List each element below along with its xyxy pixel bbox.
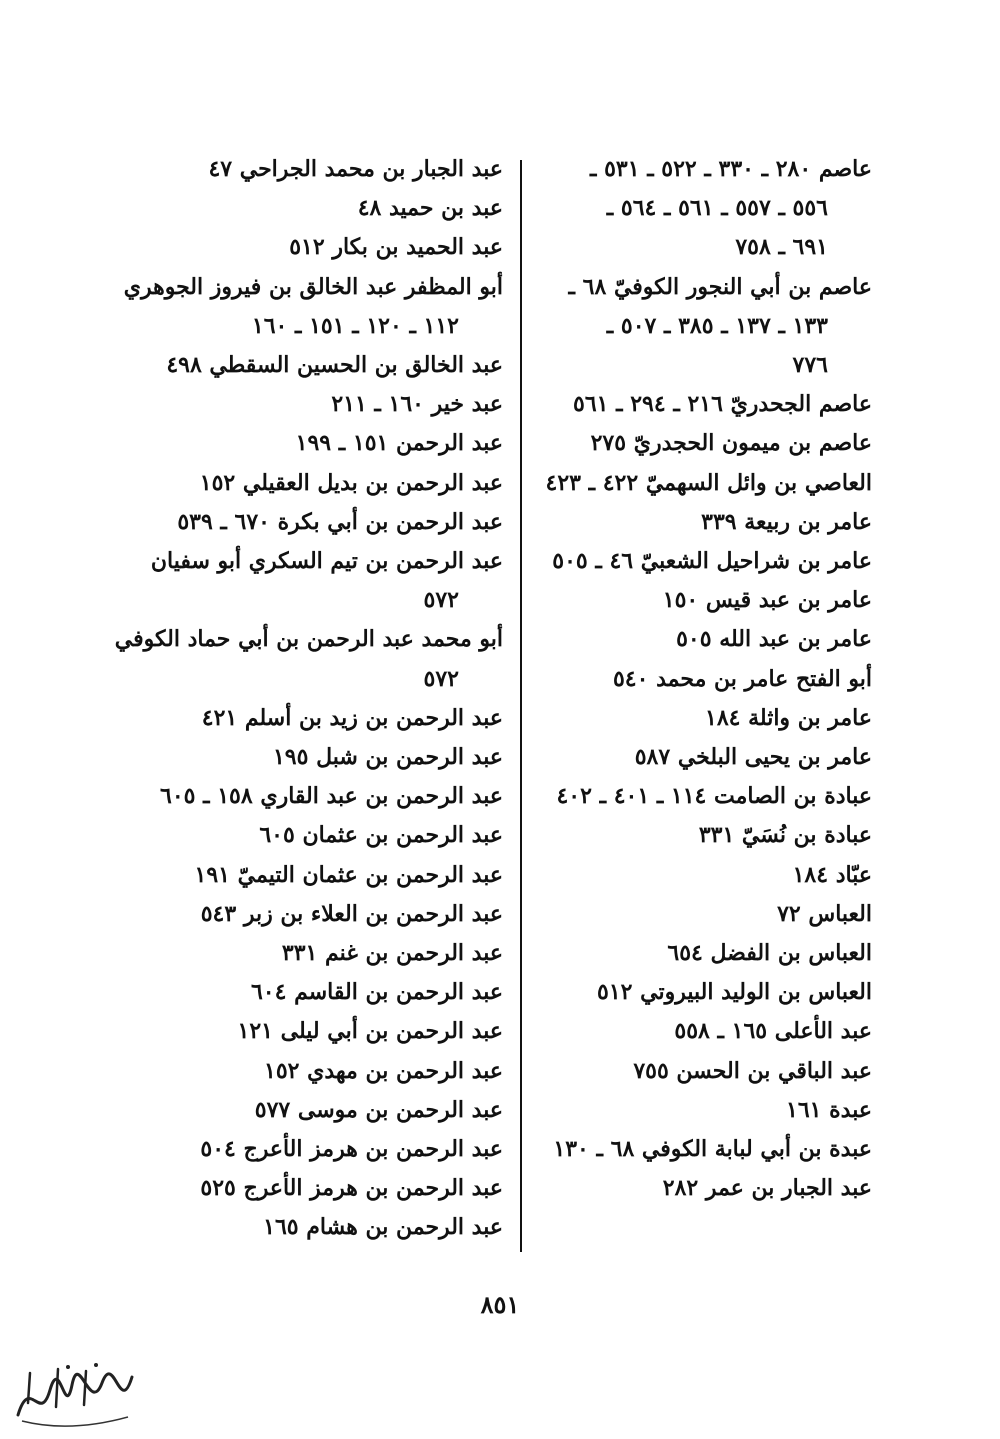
calligraphy-logo-icon xyxy=(10,1355,140,1430)
index-entry: عبادة بن نُسَيّ ٣٣١ xyxy=(698,822,872,849)
index-entry: عامر بن عبد الله ٥٠٥ xyxy=(676,626,872,653)
index-entry: عبد الرحمن بن موسى ٥٧٧ xyxy=(254,1096,503,1123)
index-entry: العباس ٧٢ xyxy=(777,900,872,927)
index-entry: عبد الرحمن بن مهدي ١٥٢ xyxy=(264,1057,503,1084)
page-number: ٨٥١ xyxy=(480,1290,520,1319)
index-entry: عبد بن حميد ٤٨ xyxy=(357,195,503,222)
index-entry: عبد الرحمن بن عثمان التيميّ ١٩١ xyxy=(194,861,503,888)
index-column-right xyxy=(522,150,872,1208)
index-entry: عبد الرحمن بن تيم السكري أبو سفيان xyxy=(150,548,503,575)
index-entry: عامر بن واثلة ١٨٤ xyxy=(705,704,872,731)
index-entry-continuation: ١٣٣ ـ ١٣٧ ـ ٣٨٥ ـ ٥٠٧ ـ xyxy=(606,312,828,339)
index-entry: عبادة بن الصامت ١١٤ ـ ٤٠١ ـ ٤٠٢ xyxy=(556,783,872,810)
index-entry: عامر بن ربيعة ٣٣٩ xyxy=(701,508,872,535)
index-entry: عبد خير ١٦٠ ـ ٢١١ xyxy=(331,391,503,418)
index-entry: عبد الرحمن بن العلاء بن زبر ٥٤٣ xyxy=(200,900,503,927)
index-entry: العاصي بن وائل السهميّ ٤٢٢ ـ ٤٢٣ xyxy=(545,469,872,496)
index-entry: عبد الرحمن بن هشام ١٦٥ xyxy=(263,1214,503,1241)
index-entry: عبدة ١٦١ xyxy=(786,1096,872,1123)
index-entry-continuation: ٥٧٢ xyxy=(423,587,459,614)
index-entry: عبد الرحمن بن بديل العقيلي ١٥٢ xyxy=(199,469,503,496)
index-entry-continuation: ٧٧٦ xyxy=(792,352,828,379)
index-entry: عبد الحميد بن بكار ٥١٢ xyxy=(289,234,503,261)
index-entry: عبد الجبار بن محمد الجراحي ٤٧ xyxy=(208,156,503,182)
index-entry: عاصم ٢٨٠ ـ ٣٣٠ ـ ٥٢٢ ـ ٥٣١ ـ xyxy=(589,156,872,182)
index-entry: عبد الرحمن بن عثمان ٦٠٥ xyxy=(259,822,503,849)
index-entry-continuation: ١١٢ ـ ١٢٠ ـ ١٥١ ـ ١٦٠ xyxy=(251,312,459,339)
index-entry: عبد الرحمن بن غنم ٣٣١ xyxy=(281,940,503,967)
index-entry: عامر بن يحيى البلخي ٥٨٧ xyxy=(634,744,872,771)
index-entry: عبد الأعلى ١٦٥ ـ ٥٥٨ xyxy=(674,1018,872,1045)
index-entry: عبد الباقي بن الحسن ٧٥٥ xyxy=(633,1057,872,1084)
index-entry: عبد الرحمن بن هرمز الأعرج ٥٢٥ xyxy=(200,1175,503,1202)
index-entry: عبدة بن أبي لبابة الكوفي ٦٨ ـ ١٣٠ xyxy=(553,1136,872,1163)
index-entry: عبد الرحمن بن هرمز الأعرج ٥٠٤ xyxy=(200,1136,503,1163)
index-entry: عبّاد ١٨٤ xyxy=(792,861,872,888)
index-entry: عاصم بن ميمون الحجدريّ ٢٧٥ xyxy=(590,430,872,457)
index-entry: أبو الفتح عامر بن محمد ٥٤٠ xyxy=(612,665,872,692)
index-entry: أبو محمد عبد الرحمن بن أبي حماد الكوفي xyxy=(114,626,503,653)
index-entry: عاصم بن أبي النجور الكوفيّ ٦٨ ـ xyxy=(568,273,872,300)
calligraphy-logo xyxy=(10,1355,140,1430)
index-entry: عبد الخالق بن الحسين السقطي ٤٩٨ xyxy=(166,352,503,379)
column-divider xyxy=(520,160,522,1252)
index-entry: العباس بن الوليد البيروتي ٥١٢ xyxy=(597,979,872,1006)
index-entry: عبد الرحمن بن زيد بن أسلم ٤٢١ xyxy=(201,704,503,731)
index-entry-continuation: ٥٥٦ ـ ٥٥٧ ـ ٥٦١ ـ ٥٦٤ ـ xyxy=(606,195,828,222)
index-entry-continuation: ٦٩١ ـ ٧٥٨ xyxy=(735,234,828,261)
index-entry: عبد الجبار بن عمر ٢٨٢ xyxy=(662,1175,872,1202)
index-entry: عاصم الجحدريّ ٢١٦ ـ ٢٩٤ ـ ٥٦١ xyxy=(573,391,872,418)
index-entry: عبد الرحمن بن أبي ليلى ١٢١ xyxy=(237,1018,503,1045)
index-entry: عبد الرحمن بن أبي بكرة ٦٧٠ ـ ٥٣٩ xyxy=(177,508,503,535)
index-entry: العباس بن الفضل ٦٥٤ xyxy=(667,940,872,967)
index-column-left xyxy=(114,150,503,1248)
index-entry: أبو المظفر عبد الخالق بن فيروز الجوهري xyxy=(123,273,503,300)
index-entry: عامر بن شراحيل الشعبيّ ٤٦ ـ ٥٠٥ xyxy=(552,548,872,575)
index-entry-continuation: ٥٧٢ xyxy=(423,665,459,692)
index-entry: عبد الرحمن بن القاسم ٦٠٤ xyxy=(250,979,503,1006)
index-entry: عبد الرحمن ١٥١ ـ ١٩٩ xyxy=(295,430,503,457)
index-entry: عبد الرحمن بن شبل ١٩٥ xyxy=(272,744,503,771)
index-entry: عبد الرحمن بن عبد القاري ١٥٨ ـ ٦٠٥ xyxy=(160,783,503,810)
index-entry: عامر بن عبد قيس ١٥٠ xyxy=(662,587,872,614)
